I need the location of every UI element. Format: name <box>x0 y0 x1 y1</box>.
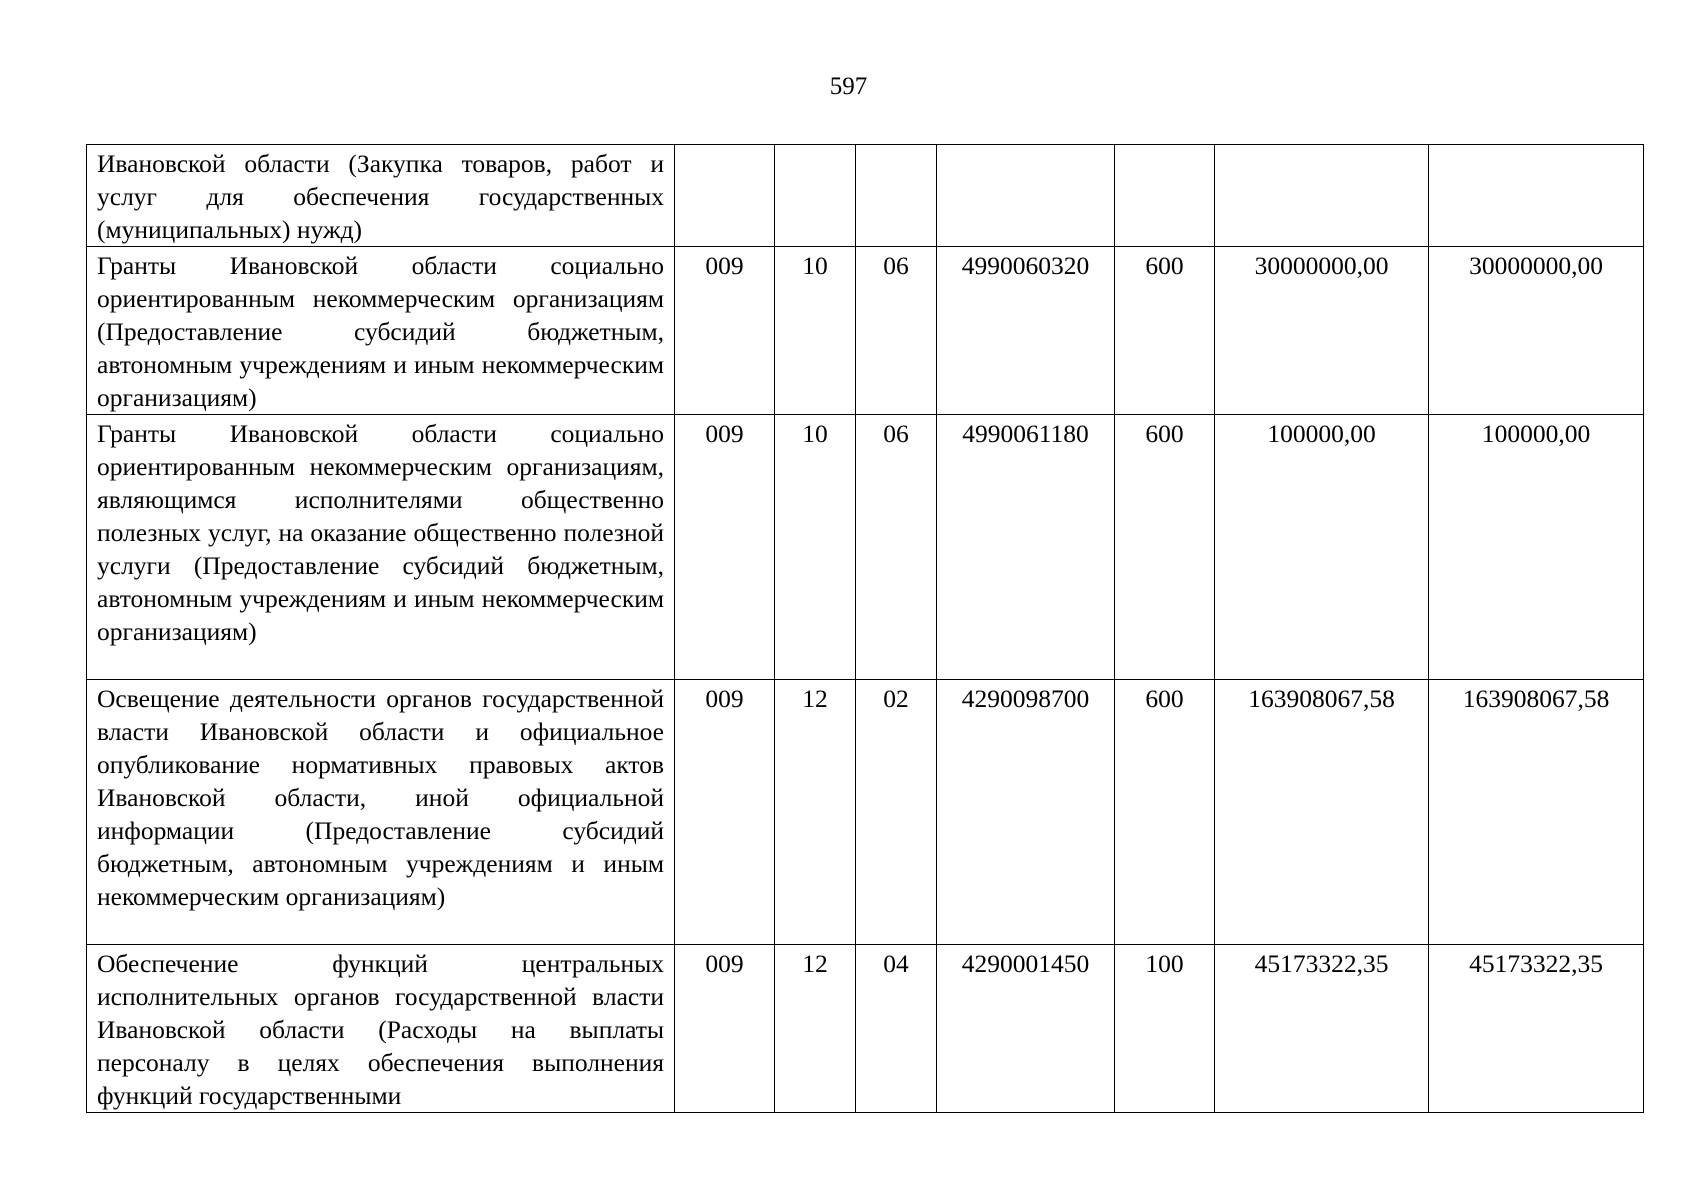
row-description: Обеспечение функций центральных исполнительных органов государственной власти Ивановской области (Расходы на выплаты персоналу в целях обеспечения выполнения функций государственными <box>87 945 675 1113</box>
section-code <box>775 145 856 247</box>
expense-type-code: 600 <box>1115 415 1215 680</box>
section-code: 10 <box>775 415 856 680</box>
amount-2: 100000,00 <box>1429 415 1644 680</box>
amount-2: 45173322,35 <box>1429 945 1644 1113</box>
subsection-code: 04 <box>856 945 937 1113</box>
table-row <box>87 145 1644 247</box>
expense-type-code <box>1115 145 1215 247</box>
amount-2: 163908067,58 <box>1429 680 1644 945</box>
amount-2: 30000000,00 <box>1429 247 1644 415</box>
amount-1: 163908067,58 <box>1215 680 1429 945</box>
section-code: 12 <box>775 680 856 945</box>
amount-1: 100000,00 <box>1215 415 1429 680</box>
expense-type-code: 600 <box>1115 680 1215 945</box>
target-item-code: 4990061180 <box>937 415 1115 680</box>
amount-1: 45173322,35 <box>1215 945 1429 1113</box>
table-row <box>87 945 1644 1113</box>
table-row <box>87 415 1644 680</box>
section-code: 12 <box>775 945 856 1113</box>
table-row <box>87 247 1644 415</box>
target-item-code: 4990060320 <box>937 247 1115 415</box>
expense-type-code: 600 <box>1115 247 1215 415</box>
budget-table <box>86 144 1644 1113</box>
subsection-code <box>856 145 937 247</box>
target-item-code: 4290098700 <box>937 680 1115 945</box>
subsection-code: 06 <box>856 415 937 680</box>
ministry-code: 009 <box>675 680 775 945</box>
ministry-code: 009 <box>675 247 775 415</box>
ministry-code: 009 <box>675 415 775 680</box>
amount-2 <box>1429 145 1644 247</box>
expense-type-code: 100 <box>1115 945 1215 1113</box>
target-item-code: 4290001450 <box>937 945 1115 1113</box>
page-number: 597 <box>829 73 868 100</box>
subsection-code: 02 <box>856 680 937 945</box>
target-item-code <box>937 145 1115 247</box>
amount-1: 30000000,00 <box>1215 247 1429 415</box>
ministry-code: 009 <box>675 945 775 1113</box>
row-description: Освещение деятельности органов государственной власти Ивановской области и официальное опубликование нормативных правовых актов Ивановской области, иной официальной информации (Предоставление субсидий бюджетным, автономным учреждениям и иным некоммерческим организациям) <box>87 680 675 945</box>
amount-1 <box>1215 145 1429 247</box>
section-code: 10 <box>775 247 856 415</box>
subsection-code: 06 <box>856 247 937 415</box>
table-row <box>87 680 1644 945</box>
row-description: Ивановской области (Закупка товаров, работ и услуг для обеспечения государственных (муниципальных) нужд) <box>87 145 675 247</box>
row-description: Гранты Ивановской области социально ориентированным некоммерческим организациям, являющимся исполнителями общественно полезных услуг, на оказание общественно полезной услуги (Предоставление субсидий бюджетным, автономным учреждениям и иным некоммерческим организациям) <box>87 415 675 680</box>
row-description: Гранты Ивановской области социально ориентированным некоммерческим организациям (Предоставление субсидий бюджетным, автономным учреждениям и иным некоммерческим организациям) <box>87 247 675 415</box>
ministry-code <box>675 145 775 247</box>
